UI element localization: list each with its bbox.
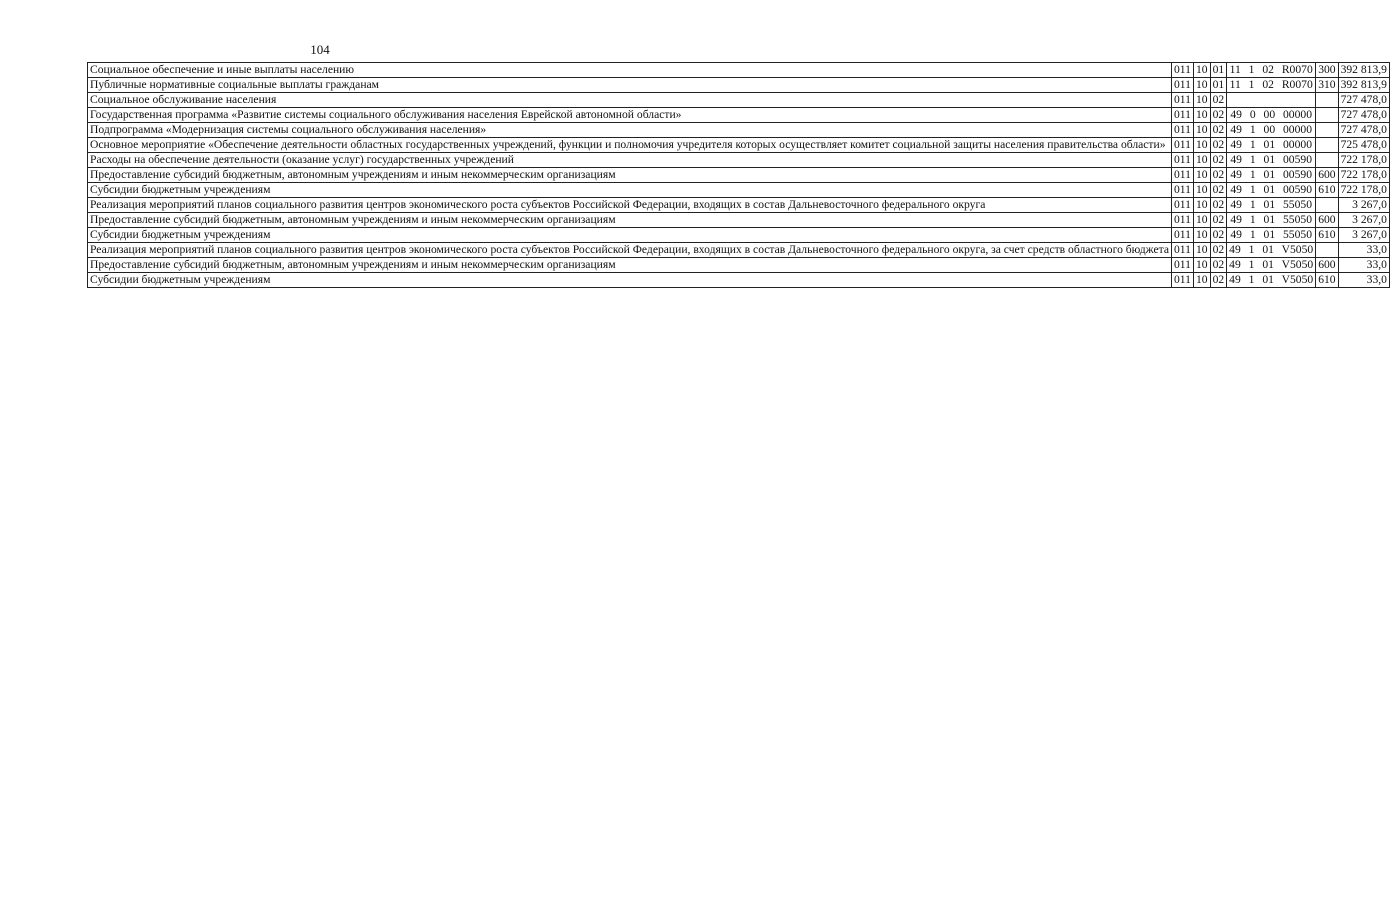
expense-name: Основное мероприятие «Обеспечение деятельности областных государственных учреждений, функции и полномочия учредителя которых осуществляет комитет социальной защиты населения правительства области» — [90, 138, 1166, 151]
expense-name-cell — [88, 63, 1172, 78]
expense-name-cell — [88, 153, 1172, 168]
expense-name-cell — [88, 108, 1172, 123]
ministry-code-cell: 011 — [1172, 213, 1194, 228]
expense-name: Социальное обслуживание населения — [90, 93, 277, 106]
subsection-code-cell: 01 — [1210, 78, 1227, 93]
expense-name: Предоставление субсидий бюджетным, автономным учреждениям и иным некоммерческим организациям — [90, 258, 616, 271]
ministry-code-cell: 011 — [1172, 198, 1194, 213]
section-code-cell: 10 — [1193, 183, 1210, 198]
budget-table — [87, 62, 1390, 288]
expense-name: Субсидии бюджетным учреждениям — [90, 228, 271, 241]
expense-name-cell — [88, 198, 1172, 213]
subsection-code-cell: 02 — [1210, 198, 1227, 213]
expense-name: Публичные нормативные социальные выплаты гражданам — [90, 78, 379, 91]
section-code-cell: 10 — [1193, 243, 1210, 258]
expense-type-cell: 600 — [1316, 258, 1338, 273]
ministry-code-cell: 011 — [1172, 183, 1194, 198]
subsection-code-cell: 02 — [1210, 258, 1227, 273]
expense-name: Государственная программа «Развитие системы социального обслуживания населения Еврейской автономной области» — [90, 108, 682, 121]
table-row — [88, 123, 1390, 138]
subsection-code-cell: 02 — [1210, 93, 1227, 108]
amount-cell: 3 267,0 — [1338, 198, 1389, 213]
table-row — [88, 198, 1390, 213]
expense-name-cell — [88, 138, 1172, 153]
amount-cell: 727 478,0 — [1338, 108, 1389, 123]
table-row — [88, 213, 1390, 228]
expense-type-cell: 610 — [1316, 183, 1338, 198]
budget-table-body — [88, 63, 1390, 288]
target-article-cell: 49 1 01 00590 — [1227, 153, 1316, 168]
expense-name: Реализация мероприятий планов социального развития центров экономического роста субъектов Российской Федерации, входящих в состав Дальневосточного федерального округа — [90, 198, 986, 211]
expense-type-cell: 300 — [1316, 63, 1338, 78]
table-row — [88, 228, 1390, 243]
subsection-code-cell: 02 — [1210, 273, 1227, 288]
section-code-cell: 10 — [1193, 93, 1210, 108]
amount-cell: 722 178,0 — [1338, 153, 1389, 168]
expense-name-cell — [88, 213, 1172, 228]
target-article-cell: 49 1 00 00000 — [1227, 123, 1316, 138]
target-article-cell: 49 0 00 00000 — [1227, 108, 1316, 123]
amount-cell: 727 478,0 — [1338, 123, 1389, 138]
expense-type-cell: 610 — [1316, 273, 1338, 288]
expense-name: Реализация мероприятий планов социального развития центров экономического роста субъектов Российской Федерации, входящих в состав Дальневосточного федерального округа, за счет средств областного бюджета — [90, 243, 1169, 256]
expense-name: Предоставление субсидий бюджетным, автономным учреждениям и иным некоммерческим организациям — [90, 213, 616, 226]
ministry-code-cell: 011 — [1172, 273, 1194, 288]
expense-type-cell — [1316, 243, 1338, 258]
section-code-cell: 10 — [1193, 213, 1210, 228]
target-article-cell: 49 1 01 55050 — [1227, 228, 1316, 243]
expense-name: Расходы на обеспечение деятельности (оказание услуг) государственных учреждений — [90, 153, 514, 166]
table-row — [88, 153, 1390, 168]
section-code-cell: 10 — [1193, 138, 1210, 153]
target-article-cell: 49 1 01 00000 — [1227, 138, 1316, 153]
expense-name-cell — [88, 93, 1172, 108]
expense-type-cell: 600 — [1316, 168, 1338, 183]
subsection-code-cell: 02 — [1210, 183, 1227, 198]
expense-type-cell — [1316, 153, 1338, 168]
target-article-cell — [1227, 93, 1316, 108]
section-code-cell: 10 — [1193, 78, 1210, 93]
table-row — [88, 243, 1390, 258]
table-row — [88, 183, 1390, 198]
expense-type-cell — [1316, 108, 1338, 123]
expense-name-cell — [88, 228, 1172, 243]
ministry-code-cell: 011 — [1172, 168, 1194, 183]
ministry-code-cell: 011 — [1172, 108, 1194, 123]
amount-cell: 33,0 — [1338, 273, 1389, 288]
ministry-code-cell: 011 — [1172, 138, 1194, 153]
table-row — [88, 63, 1390, 78]
expense-name-cell — [88, 123, 1172, 138]
subsection-code-cell: 02 — [1210, 213, 1227, 228]
ministry-code-cell: 011 — [1172, 123, 1194, 138]
section-code-cell: 10 — [1193, 63, 1210, 78]
expense-type-cell: 600 — [1316, 213, 1338, 228]
subsection-code-cell: 02 — [1210, 123, 1227, 138]
section-code-cell: 10 — [1193, 273, 1210, 288]
subsection-code-cell: 02 — [1210, 153, 1227, 168]
subsection-code-cell: 02 — [1210, 168, 1227, 183]
target-article-cell: 11 1 02 R0070 — [1227, 63, 1316, 78]
table-row — [88, 273, 1390, 288]
expense-type-cell — [1316, 123, 1338, 138]
ministry-code-cell: 011 — [1172, 78, 1194, 93]
target-article-cell: 49 1 01 00590 — [1227, 168, 1316, 183]
expense-name-cell — [88, 183, 1172, 198]
table-row — [88, 78, 1390, 93]
section-code-cell: 10 — [1193, 123, 1210, 138]
amount-cell: 392 813,9 — [1338, 63, 1389, 78]
expense-type-cell: 310 — [1316, 78, 1338, 93]
ministry-code-cell: 011 — [1172, 228, 1194, 243]
ministry-code-cell: 011 — [1172, 93, 1194, 108]
subsection-code-cell: 01 — [1210, 63, 1227, 78]
amount-cell: 722 178,0 — [1338, 168, 1389, 183]
expense-name: Подпрограмма «Модернизация системы социального обслуживания населения» — [90, 123, 487, 136]
table-row — [88, 138, 1390, 153]
expense-name: Субсидии бюджетным учреждениям — [90, 183, 271, 196]
target-article-cell: 49 1 01 V5050 — [1227, 258, 1316, 273]
target-article-cell: 49 1 01 00590 — [1227, 183, 1316, 198]
amount-cell: 33,0 — [1338, 243, 1389, 258]
section-code-cell: 10 — [1193, 258, 1210, 273]
expense-name: Социальное обеспечение и иные выплаты населению — [90, 63, 355, 76]
expense-name-cell — [88, 243, 1172, 258]
section-code-cell: 10 — [1193, 108, 1210, 123]
expense-type-cell — [1316, 198, 1338, 213]
subsection-code-cell: 02 — [1210, 138, 1227, 153]
target-article-cell: 49 1 01 V5050 — [1227, 273, 1316, 288]
table-row — [88, 168, 1390, 183]
amount-cell: 3 267,0 — [1338, 228, 1389, 243]
subsection-code-cell: 02 — [1210, 243, 1227, 258]
table-row — [88, 258, 1390, 273]
expense-name-cell — [88, 78, 1172, 93]
amount-cell: 727 478,0 — [1338, 93, 1389, 108]
expense-name-cell — [88, 168, 1172, 183]
section-code-cell: 10 — [1193, 168, 1210, 183]
expense-name: Субсидии бюджетным учреждениям — [90, 273, 271, 286]
amount-cell: 722 178,0 — [1338, 183, 1389, 198]
expense-type-cell: 610 — [1316, 228, 1338, 243]
expense-type-cell — [1316, 138, 1338, 153]
table-row — [88, 93, 1390, 108]
amount-cell: 725 478,0 — [1338, 138, 1389, 153]
amount-cell: 392 813,9 — [1338, 78, 1389, 93]
ministry-code-cell: 011 — [1172, 153, 1194, 168]
target-article-cell: 49 1 01 55050 — [1227, 213, 1316, 228]
expense-name-cell — [88, 273, 1172, 288]
expense-name: Предоставление субсидий бюджетным, автономным учреждениям и иным некоммерческим организациям — [90, 168, 616, 181]
ministry-code-cell: 011 — [1172, 63, 1194, 78]
subsection-code-cell: 02 — [1210, 108, 1227, 123]
expense-type-cell — [1316, 93, 1338, 108]
section-code-cell: 10 — [1193, 228, 1210, 243]
ministry-code-cell: 011 — [1172, 243, 1194, 258]
expense-name-cell — [88, 258, 1172, 273]
target-article-cell: 49 1 01 55050 — [1227, 198, 1316, 213]
table-row — [88, 108, 1390, 123]
section-code-cell: 10 — [1193, 198, 1210, 213]
subsection-code-cell: 02 — [1210, 228, 1227, 243]
target-article-cell: 11 1 02 R0070 — [1227, 78, 1316, 93]
section-code-cell: 10 — [1193, 153, 1210, 168]
target-article-cell: 49 1 01 V5050 — [1227, 243, 1316, 258]
page-number: 104 — [310, 42, 330, 57]
amount-cell: 33,0 — [1338, 258, 1389, 273]
amount-cell: 3 267,0 — [1338, 213, 1389, 228]
ministry-code-cell: 011 — [1172, 258, 1194, 273]
